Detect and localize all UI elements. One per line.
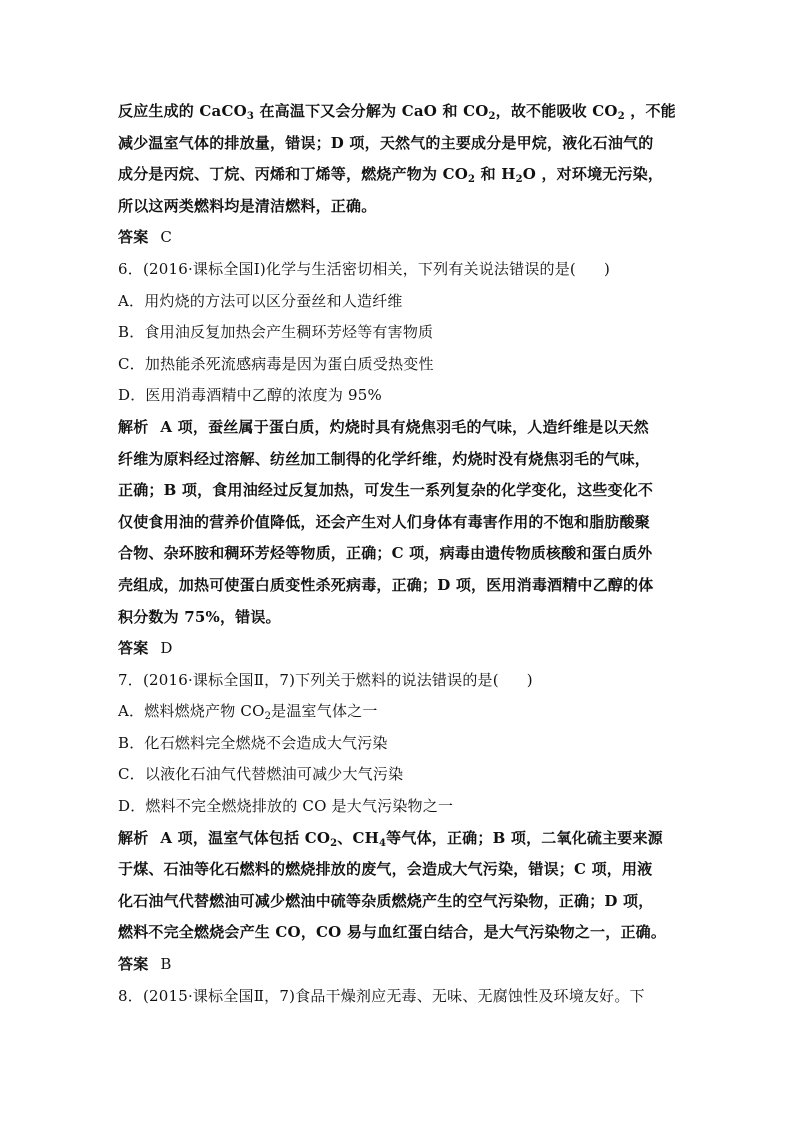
analysis-line: 成分是丙烷、丁烷、丙烯和丁烯等，燃烧产物为 $CO_2$ 和 $H_2O$ ，对环境无污染， (118, 165, 664, 186)
option-d: D．燃料不完全燃烧排放的 CO 是大气污染物之一 (118, 797, 454, 816)
answer-value: C (160, 228, 173, 247)
option-c: C．以液化石油气代替燃油可减少大气污染 (118, 765, 404, 784)
option-c: C．加热能杀死流感病毒是因为蛋白质受热变性 (118, 354, 434, 373)
question-stem: 7．(2016·课标全国Ⅱ，7)下列关于燃料的说法错误的是( ) (118, 670, 533, 689)
analysis-line: 积分数为 75%，错误。 (118, 607, 281, 626)
analysis-line: 纤维为原料经过溶解、纺丝加工制得的化学纤维，灼烧时没有烧焦羽毛的气味， (118, 449, 651, 468)
answer-label: 答案 (118, 228, 149, 247)
option-b: B．化石燃料完全燃烧不会造成大气污染 (118, 733, 388, 752)
analysis-line: 解析 A 项，温室气体包括 $CO_2$、$CH_4$等气体，正确；B 项，二氧化硫主要来源 (118, 828, 663, 849)
answer-line (118, 633, 678, 665)
answer-value: B (160, 955, 172, 974)
question-stem: 6．(2016·课标全国Ⅰ)化学与生活密切相关，下列有关说法错误的是( ) (118, 259, 611, 278)
question-stem: 8．(2015·课标全国Ⅱ，7)食品干燥剂应无毒、无味、无腐蚀性及环境友好。下 (118, 986, 645, 1005)
analysis-line: 正确；B 项，食用油经过反复加热，可发生一系列复杂的化学变化，这些变化不 (118, 481, 654, 500)
answer-line (118, 222, 678, 254)
analysis-label: 解析 (118, 417, 149, 436)
analysis-label: 解析 (118, 828, 149, 847)
analysis-line: 壳组成，加热可使蛋白质变性杀死病毒，正确；D 项，医用消毒酒精中乙醇的体 (118, 575, 654, 594)
analysis-line: 解析 A 项，蚕丝属于蛋白质，灼烧时具有烧焦羽毛的气味，人造纤维是以天然 (118, 417, 649, 436)
analysis-line: 化石油气代替燃油可减少燃油中硫等杂质燃烧产生的空气污染物，正确；D 项， (118, 891, 654, 910)
analysis-line: 反应生成的 CaCO$_3$ 在高温下又会分解为 CaO 和 $CO_2$，故不能吸收 $CO_2$ ，不能 (118, 102, 676, 122)
option-a: A．用灼烧的方法可以区分蚕丝和人造纤维 (118, 291, 403, 310)
analysis-line: 燃料不完全燃烧会产生 CO，CO 易与血红蛋白结合，是大气污染物之一，正确。 (118, 923, 667, 942)
option-d: D．医用消毒酒精中乙醇的浓度为 95% (118, 386, 382, 405)
analysis-line: 仅使食用油的营养价值降低，还会产生对人们身体有毒害作用的不饱和脂肪酸聚 (118, 512, 651, 531)
answer-label: 答案 (118, 955, 149, 974)
analysis-line: 于煤、石油等化石燃料的燃烧排放的废气，会造成大气污染，错误；C 项，用液 (118, 860, 653, 879)
analysis-line: 减少温室气体的排放量，错误；D 项，天然气的主要成分是甲烷，液化石油气的 (118, 133, 654, 152)
analysis-line: 合物、杂环胺和稠环芳烃等物质，正确；C 项，病毒由遗传物质核酸和蛋白质外 (118, 544, 653, 563)
document-page (118, 96, 678, 1012)
answer-value: D (160, 639, 173, 658)
option-b: B．食用油反复加热会产生稠环芳烃等有害物质 (118, 323, 434, 342)
option-a: A．燃料燃烧产物 $CO_2$是温室气体之一 (118, 702, 378, 723)
answer-line (118, 949, 678, 981)
analysis-line: 所以这两类燃料均是清洁燃料，正确。 (118, 196, 377, 215)
answer-label: 答案 (118, 639, 149, 658)
